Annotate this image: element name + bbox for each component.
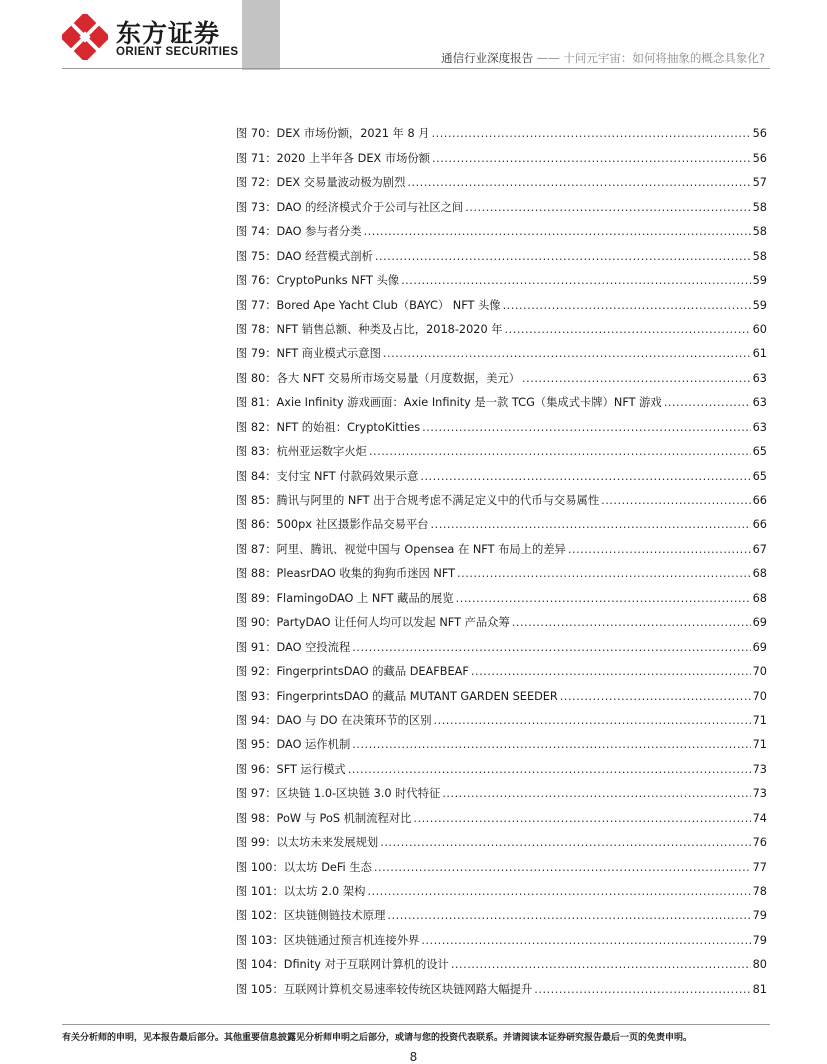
toc-dot-leader bbox=[422, 420, 751, 436]
toc-entry-page: 63 bbox=[752, 420, 767, 434]
toc-entry-label: 图 81：Axie Infinity 游戏画面：Axie Infinity 是一款 TCG（集成式卡牌）NFT 游戏 bbox=[236, 396, 662, 410]
toc-entry-page: 63 bbox=[752, 396, 767, 410]
toc-entry-page: 65 bbox=[752, 469, 767, 483]
toc-entry-page: 60 bbox=[752, 322, 767, 336]
toc-entry-label: 图 101：以太坊 2.0 架构 bbox=[236, 885, 366, 898]
toc-entry-label: 图 83：杭州亚运数字火炬 bbox=[236, 445, 367, 459]
toc-entry[interactable] bbox=[236, 924, 767, 948]
page-number: 8 bbox=[409, 1050, 418, 1064]
toc-entry-page: 58 bbox=[752, 249, 767, 263]
toc-entry-label: 图 98：PoW 与 PoS 机制流程对比 bbox=[236, 811, 412, 825]
toc-entry-label: 图 73：DAO 的经济模式介于公司与社区之间 bbox=[236, 200, 464, 214]
toc-entry[interactable] bbox=[236, 216, 767, 240]
toc-entry[interactable] bbox=[236, 827, 767, 851]
toc-entry[interactable] bbox=[236, 191, 767, 215]
toc-dot-leader bbox=[352, 640, 750, 656]
toc-dot-leader bbox=[348, 762, 751, 778]
toc-entry[interactable] bbox=[236, 460, 767, 484]
toc-entry-label: 图 80：各大 NFT 交易所市场交易量（月度数据，美元） bbox=[236, 371, 521, 385]
toc-entry[interactable] bbox=[236, 876, 767, 900]
toc-dot-leader bbox=[432, 151, 751, 167]
toc-dot-leader bbox=[401, 273, 751, 289]
toc-entry-page: 65 bbox=[752, 445, 767, 459]
toc-dot-leader bbox=[465, 200, 750, 216]
toc-dot-leader bbox=[387, 908, 750, 924]
toc-entry-page: 74 bbox=[752, 811, 767, 825]
toc-dot-leader bbox=[421, 933, 750, 949]
toc-dot-leader bbox=[374, 860, 751, 876]
toc-entry-label: 图 91：DAO 空投流程 bbox=[236, 640, 351, 654]
toc-entry-label: 图 85：腾讯与阿里的 NFT 出于合规考虑不满足定义中的代币与交易属性 bbox=[236, 494, 600, 507]
toc-entry-label: 图 100：以太坊 DeFi 生态 bbox=[236, 860, 372, 874]
toc-entry-page: 79 bbox=[752, 933, 767, 947]
toc-entry[interactable] bbox=[236, 240, 767, 264]
report-subtitle: 十问元宇宙：如何将抽象的概念具象化? bbox=[563, 51, 765, 65]
title-separator: —— bbox=[536, 51, 560, 65]
toc-entry-label: 图 82：NFT 的始祖：CryptoKitties bbox=[236, 420, 421, 434]
toc-dot-leader bbox=[413, 811, 750, 827]
toc-entry-page: 79 bbox=[752, 909, 767, 923]
toc-entry[interactable] bbox=[236, 949, 767, 973]
toc-dot-leader bbox=[375, 249, 751, 265]
toc-entry-page: 56 bbox=[752, 127, 767, 141]
toc-entry-label: 图 93：FingerprintsDAO 的藏品 MUTANT GARDEN SEEDER bbox=[236, 689, 558, 703]
toc-entry-label: 图 97：区块链 1.0-区块链 3.0 时代特征 bbox=[236, 787, 441, 801]
toc-entry-page: 69 bbox=[752, 640, 767, 654]
toc-entry[interactable] bbox=[236, 778, 767, 802]
toc-entry-label: 图 99：以太坊未来发展规划 bbox=[236, 836, 379, 850]
footer-disclaimer: 有关分析师的申明，见本报告最后部分。其他重要信息披露见分析师申明之后部分，或请与您的投资代表联系。并请阅读本证券研究报告最后一页的免责申明。 bbox=[62, 1033, 693, 1043]
toc-entry[interactable] bbox=[236, 509, 767, 533]
toc-entry-label: 图 102：区块链侧链技术原理 bbox=[236, 909, 386, 923]
toc-entry[interactable] bbox=[236, 533, 767, 557]
toc-entry-page: 73 bbox=[752, 787, 767, 801]
toc-entry-page: 57 bbox=[752, 176, 767, 190]
toc-entry[interactable] bbox=[236, 289, 767, 313]
toc-entry-label: 图 75：DAO 经营模式剖析 bbox=[236, 249, 373, 263]
toc-dot-leader bbox=[664, 395, 751, 411]
toc-dot-leader bbox=[380, 835, 750, 851]
toc-entry-page: 58 bbox=[752, 200, 767, 214]
toc-entry[interactable] bbox=[236, 802, 767, 826]
toc-entry-label: 图 105：互联网计算机交易速率较传统区块链网路大幅提升 bbox=[236, 982, 533, 996]
toc-entry[interactable] bbox=[236, 680, 767, 704]
toc-entry-page: 80 bbox=[752, 958, 767, 972]
toc-entry-label: 图 95：DAO 运作机制 bbox=[236, 738, 351, 752]
toc-entry-page: 68 bbox=[752, 567, 767, 581]
toc-entry-label: 图 76：CryptoPunks NFT 头像 bbox=[236, 274, 400, 288]
toc-entry-page: 59 bbox=[752, 298, 767, 312]
toc-entry-label: 图 72：DEX 交易量波动极为剧烈 bbox=[236, 176, 406, 190]
brand-name-en: ORIENT SECURITIES bbox=[116, 46, 239, 58]
toc-dot-leader bbox=[451, 957, 751, 973]
toc-dot-leader bbox=[512, 615, 751, 631]
toc-dot-leader bbox=[420, 469, 750, 485]
footer-divider bbox=[62, 1024, 770, 1025]
brand-name-cn: 东方证券 bbox=[116, 19, 221, 48]
header-grey-block bbox=[242, 0, 280, 70]
toc-entry[interactable] bbox=[236, 656, 767, 680]
toc-dot-leader bbox=[442, 786, 750, 802]
toc-dot-leader bbox=[383, 346, 751, 362]
toc-dot-leader bbox=[364, 224, 751, 240]
toc-entry-page: 67 bbox=[752, 542, 767, 556]
toc-entry-label: 图 77：Bored Ape Yacht Club（BAYC） NFT 头像 bbox=[236, 298, 501, 312]
toc-entry-page: 81 bbox=[752, 982, 767, 996]
toc-entry-page: 58 bbox=[752, 225, 767, 239]
toc-entry-page: 70 bbox=[752, 689, 767, 703]
toc-entry-label: 图 96：SFT 运行模式 bbox=[236, 762, 346, 776]
toc-entry-page: 63 bbox=[752, 371, 767, 385]
toc-dot-leader bbox=[522, 371, 751, 387]
toc-entry[interactable] bbox=[236, 142, 767, 166]
toc-entry[interactable] bbox=[236, 118, 767, 142]
toc-entry-label: 图 92：FingerprintsDAO 的藏品 DEAFBEAF bbox=[236, 665, 469, 679]
toc-dot-leader bbox=[560, 689, 751, 705]
toc-dot-leader bbox=[432, 126, 751, 142]
toc-entry[interactable] bbox=[236, 167, 767, 191]
toc-entry[interactable] bbox=[236, 631, 767, 655]
toc-entry-label: 图 70：DEX 市场份额，2021 年 8 月 bbox=[236, 127, 430, 141]
toc-entry-label: 图 103：区块链通过预言机连接外界 bbox=[236, 933, 420, 947]
toc-entry-page: 71 bbox=[752, 713, 767, 727]
toc-entry[interactable] bbox=[236, 362, 767, 386]
toc-entry[interactable] bbox=[236, 582, 767, 606]
toc-dot-leader bbox=[505, 322, 751, 338]
toc-dot-leader bbox=[431, 517, 751, 533]
toc-entry[interactable] bbox=[236, 705, 767, 729]
report-type: 通信行业深度报告 bbox=[441, 51, 534, 65]
toc-entry[interactable] bbox=[236, 436, 767, 460]
report-title bbox=[441, 50, 765, 66]
toc-entry-page: 69 bbox=[752, 616, 767, 630]
header-divider bbox=[62, 68, 770, 69]
toc-entry-label: 图 71：2020 上半年各 DEX 市场份额 bbox=[236, 151, 431, 165]
toc-entry-label: 图 94：DAO 与 DO 在决策环节的区别 bbox=[236, 713, 432, 727]
toc-dot-leader bbox=[457, 566, 751, 582]
toc-entry-page: 76 bbox=[752, 836, 767, 850]
toc-dot-leader bbox=[352, 737, 750, 753]
toc-entry-label: 图 88：PleasrDAO 收集的狗狗币迷因 NFT bbox=[236, 567, 456, 581]
toc-entry[interactable] bbox=[236, 387, 767, 411]
toc-entry[interactable] bbox=[236, 314, 767, 338]
toc-entry-page: 66 bbox=[752, 518, 767, 532]
figure-list bbox=[236, 118, 767, 998]
toc-entry-page: 77 bbox=[752, 860, 767, 874]
toc-entry-label: 图 74：DAO 参与者分类 bbox=[236, 225, 362, 239]
toc-entry-label: 图 90：PartyDAO 让任何人均可以发起 NFT 产品众筹 bbox=[236, 616, 510, 630]
toc-entry-page: 73 bbox=[752, 762, 767, 776]
toc-entry-page: 70 bbox=[752, 665, 767, 679]
toc-dot-leader bbox=[503, 298, 751, 314]
toc-dot-leader bbox=[471, 664, 751, 680]
toc-entry[interactable] bbox=[236, 851, 767, 875]
toc-dot-leader bbox=[407, 175, 750, 191]
toc-entry-label: 图 79：NFT 商业模式示意图 bbox=[236, 347, 381, 361]
toc-entry-page: 71 bbox=[752, 738, 767, 752]
toc-entry[interactable] bbox=[236, 411, 767, 435]
toc-entry-page: 66 bbox=[752, 494, 767, 507]
toc-entry-page: 78 bbox=[752, 885, 767, 898]
toc-entry-page: 61 bbox=[752, 347, 767, 361]
orient-securities-logo-icon bbox=[62, 14, 108, 60]
toc-dot-leader bbox=[534, 982, 750, 998]
page-header bbox=[0, 0, 827, 72]
toc-entry[interactable] bbox=[236, 973, 767, 997]
toc-entry-label: 图 78：NFT 销售总额、种类及占比，2018-2020 年 bbox=[236, 322, 503, 336]
toc-entry-label: 图 84：支付宝 NFT 付款码效果示意 bbox=[236, 469, 419, 483]
toc-entry-page: 68 bbox=[752, 591, 767, 605]
toc-entry[interactable] bbox=[236, 485, 767, 509]
toc-entry[interactable] bbox=[236, 338, 767, 362]
toc-entry[interactable] bbox=[236, 265, 767, 289]
toc-entry-page: 56 bbox=[752, 151, 767, 165]
toc-entry[interactable] bbox=[236, 558, 767, 582]
toc-dot-leader bbox=[568, 542, 751, 558]
toc-entry-label: 图 86：500px 社区摄影作品交易平台 bbox=[236, 518, 429, 532]
toc-entry[interactable] bbox=[236, 753, 767, 777]
toc-entry-label: 图 89：FlamingoDAO 上 NFT 藏品的展览 bbox=[236, 591, 454, 605]
toc-entry-page: 59 bbox=[752, 274, 767, 288]
toc-dot-leader bbox=[601, 493, 751, 509]
toc-dot-leader bbox=[369, 444, 751, 460]
toc-entry[interactable] bbox=[236, 729, 767, 753]
toc-entry[interactable] bbox=[236, 607, 767, 631]
toc-dot-leader bbox=[456, 591, 751, 607]
toc-dot-leader bbox=[367, 884, 750, 900]
toc-entry[interactable] bbox=[236, 900, 767, 924]
toc-entry-label: 图 104：Dfinity 对于互联网计算机的设计 bbox=[236, 958, 449, 972]
toc-dot-leader bbox=[434, 713, 751, 729]
toc-entry-label: 图 87：阿里、腾讯、视觉中国与 Opensea 在 NFT 布局上的差异 bbox=[236, 542, 566, 556]
